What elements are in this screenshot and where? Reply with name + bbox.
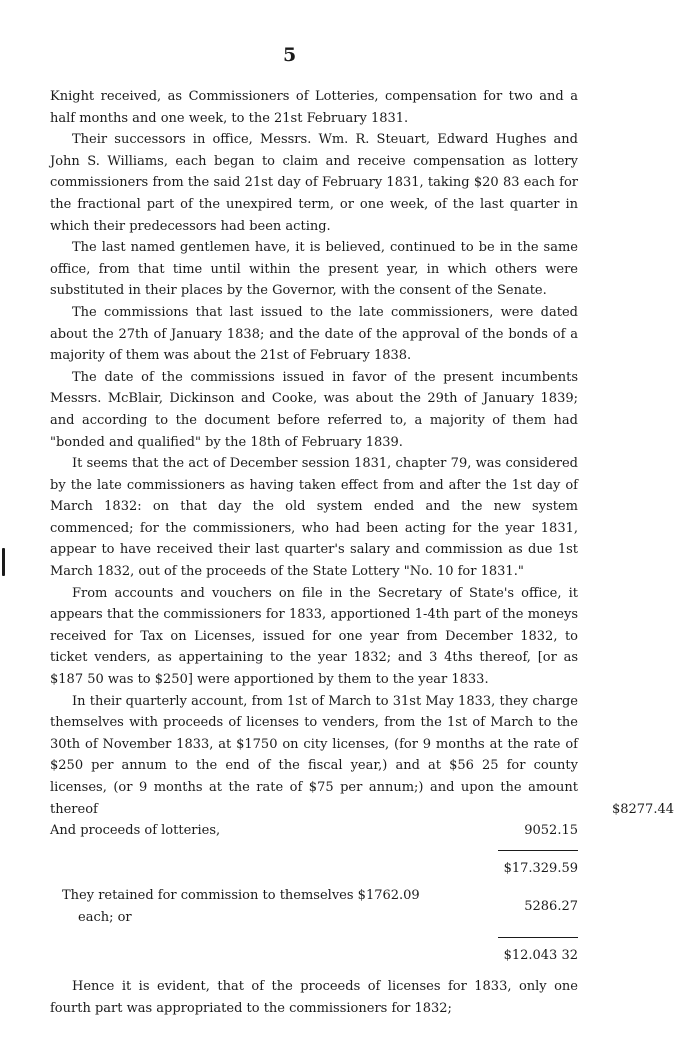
ledger-total: $12.043 32 [503,947,578,963]
paragraph-3: The last named gentlemen have, it is believed, continued to be in the same office, from that time until within the present year, in which others were substituted in their places by the Governor, with the consent of the Senate. [50,240,578,299]
commission-amount: 5286.27 [524,899,578,915]
paragraph-2: Their successors in office, Messrs. Wm. R. Steuart, Edward Hughes and John S. Williams, each began to claim and receive compensation as lottery commissioners from the said 21st day of February 1831, taking $20 83 each for the fractional part of the unexpired term, or one week, of the last quarter in which their predecessors had been acting. [50,132,578,234]
paragraph-8: In their quarterly account, from 1st of March to 31st May 1833, they charge themselves with proceeds of licenses to venders, from the 1st of March to the 30th of November 1833, at $1750 on city licenses, (for 9 months at the rate of $250 per annum to the end of the fiscal year,) and at $56 25 for county licenses, (or 9 months at the rate of $75 per annum;) and upon the amount thereof [50,693,578,817]
ledger-lotteries-row [50,820,578,842]
ledger-subtotal: $17.329.59 [503,860,578,876]
commission-label-line2: each; or [78,909,132,925]
page-number: 5 [283,44,298,66]
paragraph-5: The date of the commissions issued in favor of the present incumbents Messrs. McBlair, Dickinson and Cooke, was about the 29th of January 1839; and according to the document before referred to, a majority of them had "bonded and qualified" by the 18th of February 1839. [50,369,578,450]
ledger-rule-2-wrap [50,929,578,945]
paragraph-6: It seems that the act of December session 1831, chapter 79, was considered by the late commissioners as having taken effect from and after the 1st day of March 1832: on that day the old system ended and the new system commenced; for the commissioners, who had been acting for the year 1831, appear to have received their last quarter's salary and commission as due 1st March 1832, out of the proceeds of the State Lottery "No. 10 for 1831." [50,456,578,580]
closing-paragraph: Hence it is evident, that of the proceeds of licenses for 1833, only one fourth part was appropriated to the commissioners for 1832; [50,979,578,1016]
lotteries-label: And proceeds of lotteries, [50,823,221,839]
paragraph-7: From accounts and vouchers on file in the Secretary of State's office, it appears that the commissioners for 1833, apportioned 1-4th part of the moneys received for Tax on Licenses, issued for one year from December 1832, to ticket venders, as appertaining to the year 1832; and 3 4ths thereof, [or as $187 50 was to $250] were apportioned by them to the year 1833. [50,585,578,688]
ledger-rule-1 [498,850,578,851]
ledger-rule-1-wrap [50,842,578,858]
ledger-rule-2 [498,937,578,938]
licenses-amount: $8277.44 [611,801,674,817]
spacer [50,966,578,976]
commission-label-line1: They retained for commission to themselves $1762.09 [62,888,420,904]
ledger-licenses-row [50,691,674,821]
lotteries-amount: 9052.15 [524,823,578,839]
paragraph-1: Knight received, as Commissioners of Lotteries, compensation for two and a half months and one week, to the 21st February 1831. [50,89,578,126]
document-body [50,86,674,1019]
paragraph-4: The commissions that last issued to the late commissioners, were dated about the 27th of January 1838; and the date of the approval of the bonds of a majority of them was about the 21st of February 1838. [50,304,578,364]
margin-mark [2,548,5,576]
ledger-commission-row [50,885,578,928]
